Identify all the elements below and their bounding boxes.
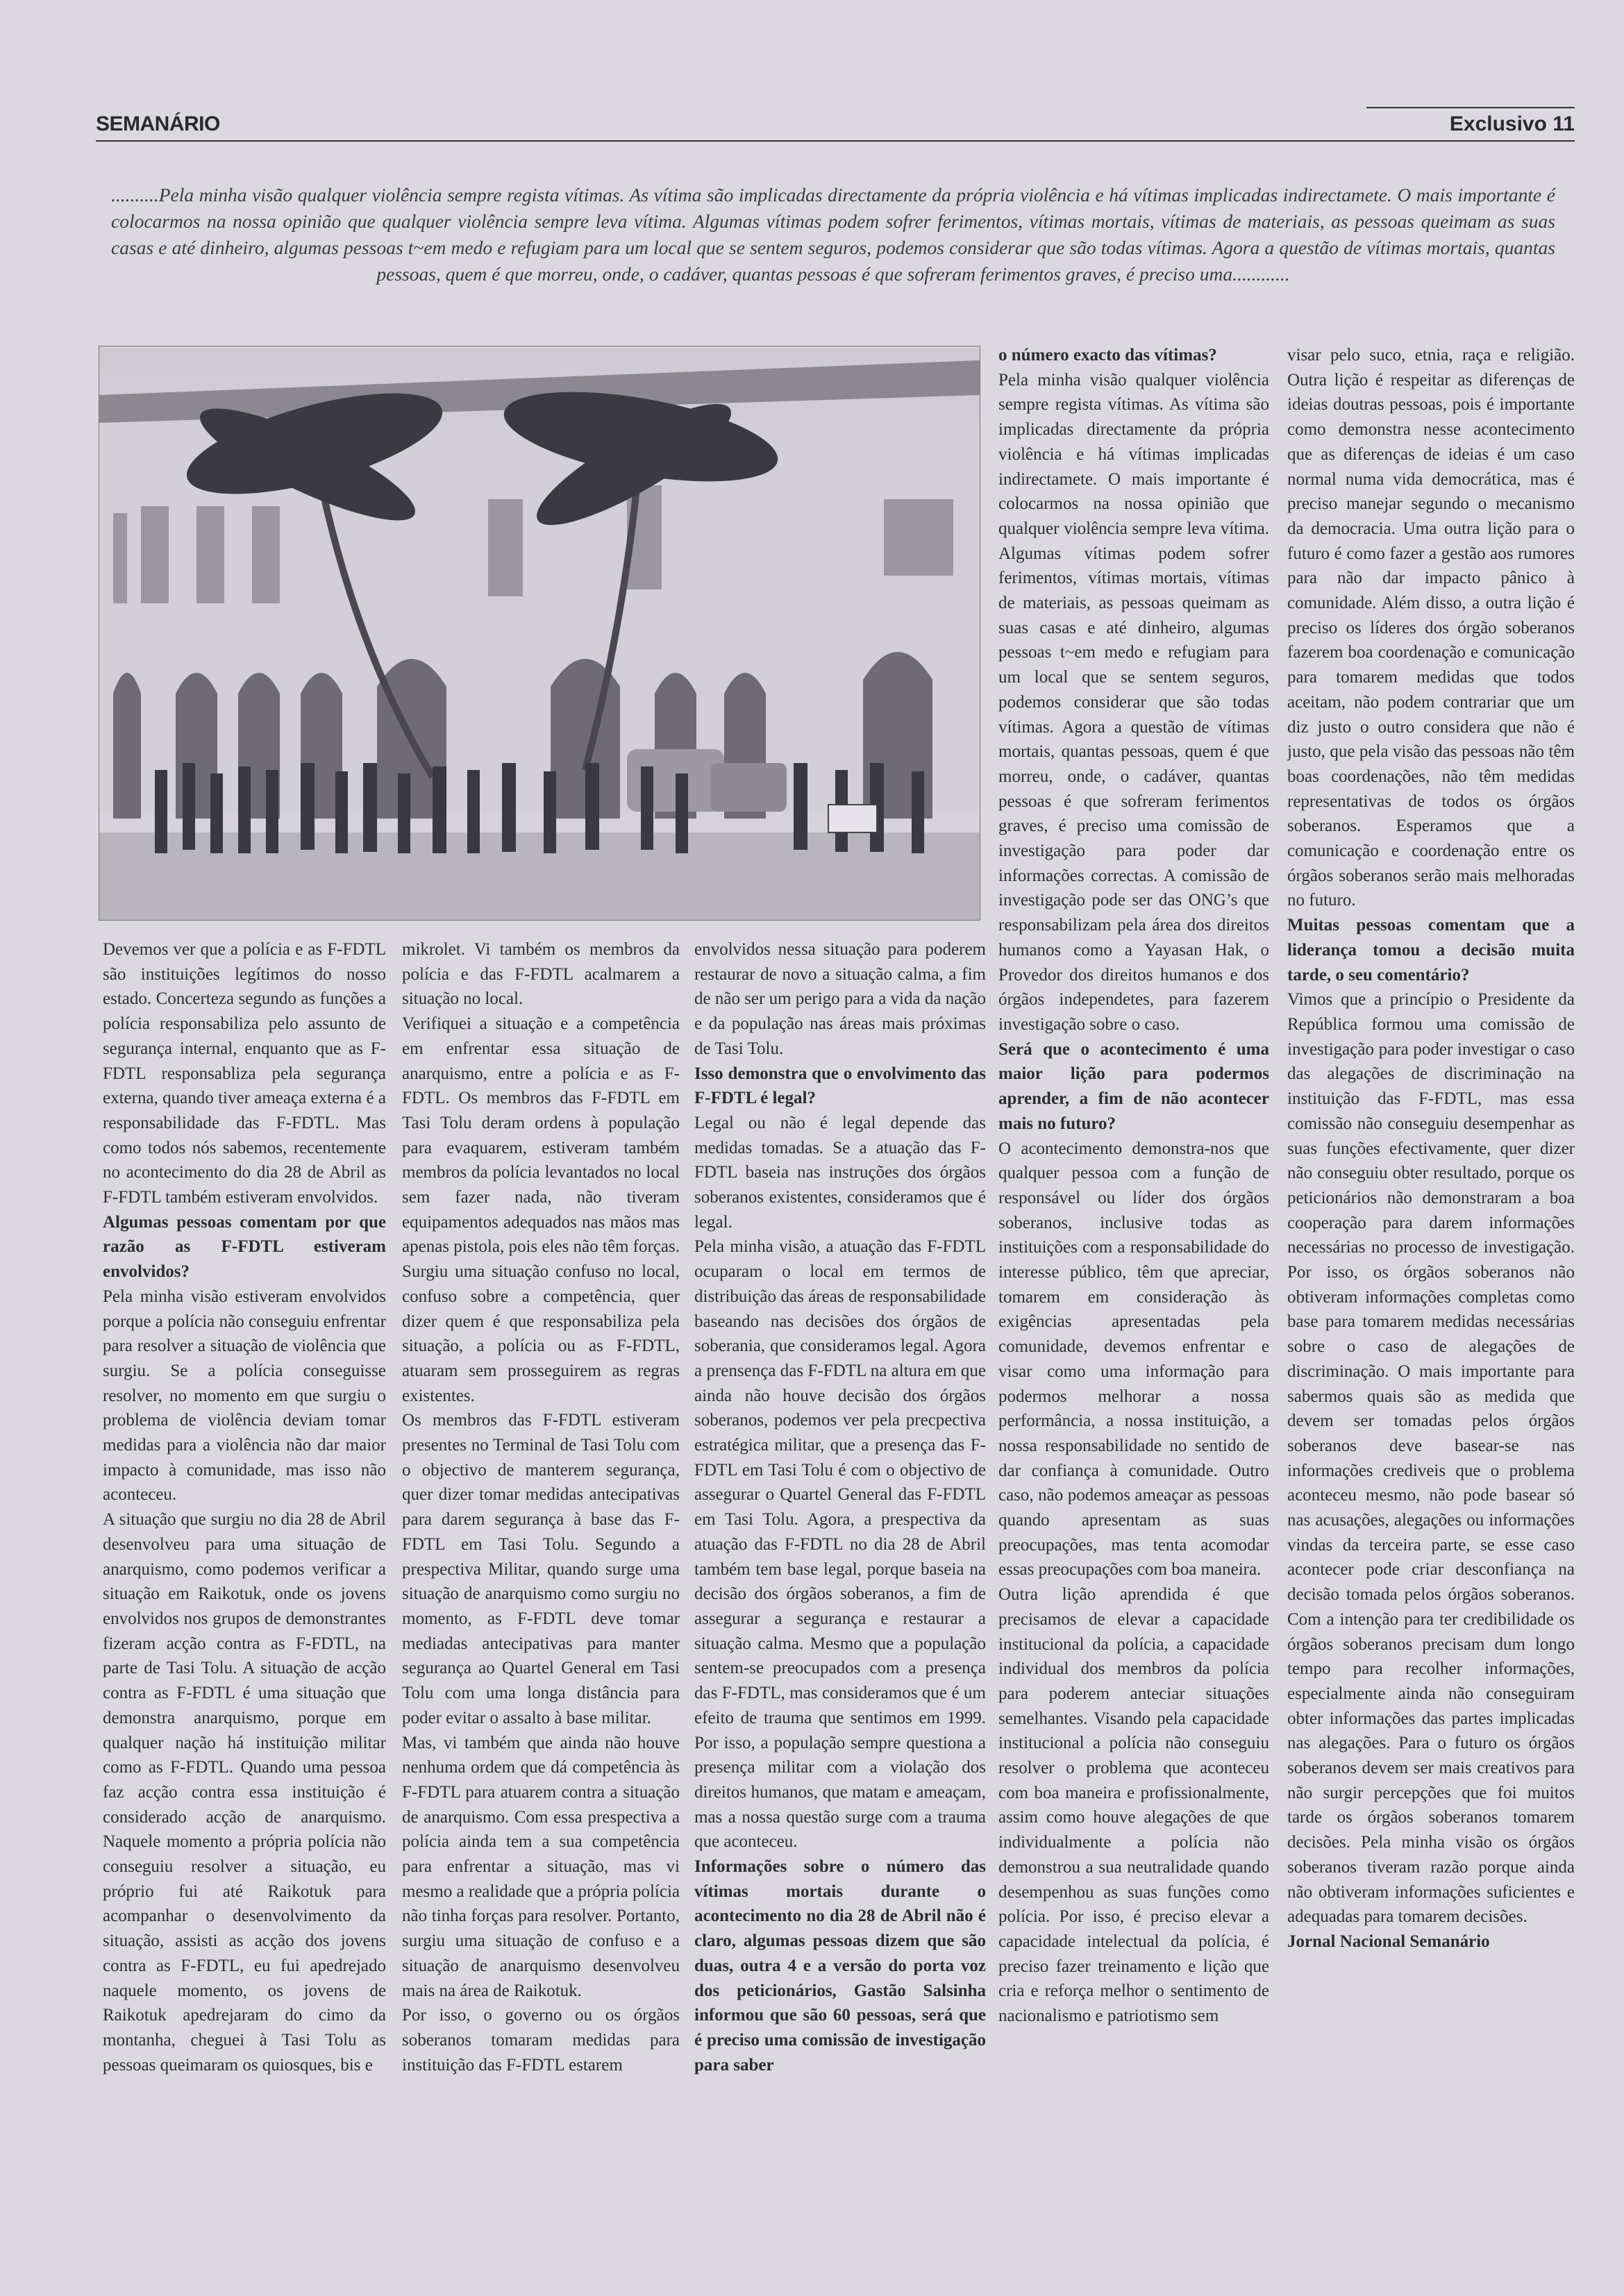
article-column-1 (103, 937, 386, 2222)
interview-question: Será que o acontecimento é uma maior lição para podermos aprender, a fim de não acontecer mais no futuro? (998, 1039, 1269, 1133)
photo-soldiers-in-front-of-building (99, 346, 980, 921)
interview-question: Isso demonstra que o envolvimento das F-FDTL é legal? (694, 1064, 986, 1108)
paragraph: Pela minha visão qualquer violência sempre regista vítimas. As vítima são implicadas directamente da própria violência e há vítimas implicadas indirectamete. O mais importante é colocarmos na nossa opinião que qualquer violência sempre leva vítima. Algumas vítimas podem sofrer ferimentos, vítimas mortais, vítimas de materiais, as pessoas queimam as suas casas e até dinheiro, algumas pessoas t~em medo e refugiam para um local que se sentem seguros, podemos considerar que são todas vítimas. Agora a questão de vítimas mortais, quantas pessoas, quem é que morreu, onde, o cadáver, quantas pessoas é que sofreram ferimentos graves, é preciso uma comissão de investigação para poder dar informações correctas. A comissão de investigação pode ser das ONG’s que responsabilizam pela área dos direitos humanos como a Yayasan Hak, o Provedor dos direitos humanos e dos órgãos independetes, para fazerem investigação sobre o caso. (998, 370, 1269, 1034)
byline-signature: Jornal Nacional Semanário (1287, 1932, 1490, 1951)
article-column-5 (1287, 343, 1575, 2222)
photo-illustration (99, 346, 980, 920)
paragraph: Devemos ver que a polícia e as F-FDTL são instituições legítimos do nosso estado. Concerteza segundo as funções a polícia responsabiliza pelo assunto de segurança internal, enquanto que as F-FDTL responsabliza pela segurança externa, quando tiver ameaça externa é a responsabilidade das F-FDTL. Mas como todos nós sabemos, recentemente no acontecimento do dia 28 de Abril as F-FDTL também estiveram envolvidos. (103, 940, 386, 1207)
paragraph: A situação que surgiu no dia 28 de Abril desenvolveu para uma situação de anarquismo, como podemos verificar a situação em Raikotuk, onde os jovens envolvidos nos grupos de demonstrantes fizeram acção contra as F-FDTL, na parte de Tasi Tolu. A situação de acção contra as F-FDTL é uma situação que demonstra anarquismo, porque em qualquer nação há instituição militar como as F-FDTL. Quando uma pessoa faz acção contra essa instituição é considerado acção de anarquismo. Naquele momento a própria polícia não conseguiu resolver a situação, eu próprio fui até Raikotuk para acompanhar o desenvolvimento da situação, assisti as acção dos jovens contra as F-FDTL, eu fui apedrejado naquele momento, os jovens de Raikotuk apedrejaram do cimo da montanha, cheguei à Tasi Tolu as pessoas queimaram os quiosques, bis e (103, 1510, 386, 2075)
paragraph: mikrolet. Vi também os membros da polícia e das F-FDTL acalmarem a situação no local. (402, 940, 680, 1009)
paragraph: Vimos que a princípio o Presidente da República formou uma comissão de investigação para poder investigar o caso das alegações de discriminação na instituição das F-FDTL, mas essa comissão não conseguiu desempenhar as suas funções efectivamente, quer dizer não conseguiu obter resultado, porque os peticionários não demonstraram a boa cooperação para darem informações necessárias no processo de investigação. Por isso, os órgãos soberanos não obtiveram informações completas como base para tomarem medidas necessárias sobre o caso de alegações de discriminação. O mais importante para sabermos quais são as medida que devem ser tomadas pelos órgãos soberanos deve basear-se nas informações crediveis que o problema aconteceu mesmo, não pode basear só nas acusações, alegações ou informações vindas da terceira parte, se esse caso acontecer pode criar desconfiança na decisão tomada pelos órgãos soberanos. Com a intenção para ter credibilidade os órgãos soberanos precisam dum longo tempo para recolher informações, especialmente ainda não conseguiram obter informações das partes implicadas nas alegações. Para o futuro os órgãos soberanos devem ser mais creativos para não surgir percepções que foi muitos tarde os órgãos soberanos tomarem decisões. Pela minha visão os órgãos soberanos tiveram razão porque ainda não obtiveram informações suficientes e adequadas para tomarem decisões. (1287, 990, 1575, 1927)
article-column-2 (402, 937, 680, 2222)
paragraph: Verifiquei a situação e a competência em enfrentar essa situação de anarquismo, entre a polícia e as F-FDTL. Os membros das F-FDTL em Tasi Tolu deram ordens à população para evaquarem, estiveram também membros da polícia levantados no local sem fazer nada, não tiveram equipamentos adequados nas mãos mas apenas pistola, pois eles não têm forças. Surgiu uma situação confuso no local, confuso sobre a competência, quer dizer quem é que responsabiliza pela situação, a polícia ou as F-FDTL, atuaram sem prosseguirem as regras existentes. (402, 1014, 680, 1405)
running-header (96, 104, 1575, 142)
paragraph: Por isso, o governo ou os órgãos soberanos tomaram medidas para instituição das F-FDTL estarem (402, 2006, 680, 2075)
interview-question: o número exacto das vítimas? (998, 346, 1217, 364)
section-page-number: Exclusivo 11 (1449, 112, 1575, 135)
paragraph: Outra lição aprendida é que precisamos de elevar a capacidade institucional da polícia, a capacidade individual dos membros da polícia para poderem anteciar situações semelhantes. Visando pela capacidade institucional a polícia não conseguiu resolver o problema que aconteceu com boa maneira e profissionalmente, assim como houve alegações de que individualmente a polícia não demonstrou a sua neutralidade quando desempenhou as suas funções como polícia. Por isso, é preciso elevar a capacidade intelectual da polícia, é preciso fazer treinamento e lição que cria e reforça melhor o sentimento de nacionalismo e patriotismo sem (998, 1585, 1269, 2026)
paragraph: Pela minha visão, a atuação das F-FDTL ocuparam o local em termos de distribuição das áreas de responsabilidade baseando nas decisões dos órgãos de soberania, que consideramos legal. Agora a prensença das F-FDTL na altura em que ainda não houve decisão dos órgãos soberanos, podemos ver pela precpectiva estratégica militar, que a presença das F-FDTL em Tasi Tolu é com o objectivo de assegurar o Quartel General das F-FDTL em Tasi Tolu. Agora, a prespectiva da atuação das F-FDTL no dia 28 de Abril também tem base legal, porque baseia na decisão dos órgãos soberanos, a fim de assegurar a segurança e restaurar a situação calma. Mesmo que a população sentem-se preocupados com a presença das F-FDTL, mas consideramos que é um efeito de trauma que sentimos em 1999. Por isso, a população sempre questiona a presença militar com a violação dos direitos humanos, que matam e ameaçam, mas a nossa questão surge com a trauma que aconteceu. (694, 1237, 986, 1852)
article-column-4 (998, 343, 1269, 2222)
paragraph: envolvidos nessa situação para poderem restaurar de novo a situação calma, a fim de não ser um perigo para a vida da nação e da população nas áreas mais próximas de Tasi Tolu. (694, 940, 986, 1058)
article-column-3 (694, 937, 986, 2222)
interview-question: Informações sobre o número das vítimas mortais durante o acontecimento no dia 28 de Abril não é claro, algumas pessoas dizem que são duas, outra 4 e a versão do porta voz dos peticionários, Gastão Salsinha informou que são 60 pessoas, será que é preciso uma comissão de investigação para saber (694, 1857, 986, 2075)
paragraph: Mas, vi também que ainda não houve nenhuma ordem que dá competência às F-FDTL para atuarem contra a situação de anarquismo. Com essa prespectiva a polícia ainda tem a sua competência para enfrentar a situação, mas vi mesmo a realidade que a própria polícia não tinha forças para resolver. Portanto, surgiu uma situação de confuso e a situação de anarquismo desenvolveu mais na área de Raikotuk. (402, 1733, 680, 2000)
paragraph: Os membros das F-FDTL estiveram presentes no Terminal de Tasi Tolu com o objectivo de manterem segurança, quer dizer tomar medidas antecipativas para darem segurança à base das F-FDTL em Tasi Tolu. Segundo a prespectiva Militar, quando surge uma situação de anarquismo como surgiu no momento, as F-FDTL deve tomar mediadas antecipativas para manter segurança ao Quartel General em Tasi Tolu com uma longa distância para poder evitar o assalto à base militar. (402, 1411, 680, 1727)
publication-name: SEMANÁRIO (96, 112, 220, 135)
paragraph: Pela minha visão estiveram envolvidos porque a polícia não conseguiu enfrentar para resolver a situação de violência que surgiu. Se a polícia conseguisse resolver, no momento em que surgiu o problema de violência deviam tomar medidas para a violência não dar maior impacto à comunidade, mas isso não aconteceu. (103, 1287, 386, 1505)
paragraph: O acontecimento demonstra-nos que qualquer pessoa com a função de responsável ou líder dos órgãos soberanos, inclusive todas as instituições com a responsabilidade do interesse público, têm que apreciar, tomarem em consideração às exigências apresentadas pela comunidade, devemos enfrentar e visar como uma informação para podermos melhorar a nossa performância, a nossa instituição, a nossa responsabilidade no sentido de dar confiança à comunidade. Outro caso, não podemos ameaçar as pessoas quando apresentam as suas preocupações, mas tenta acomodar essas preocupações com boa maneira. (998, 1139, 1269, 1579)
pull-quote-intro: ..........Pela minha visão qualquer violência sempre regista vítimas. As vítima são implicadas directamente da própria violência e há vítimas implicadas indirectamete. O mais importante é colocarmos na nossa opinião que qualquer violência sempre leva vítima. Algumas vítimas podem sofrer ferimentos, vítimas mortais, vítimas de materiais, as pessoas queimam as suas casas e até dinheiro, algumas pessoas t~em medo e refugiam para um local que se sentem seguros, podemos considerar que são todas vítimas. Agora a questão de vítimas mortais, quantas pessoas, quem é que morreu, onde, o cadáver, quantas pessoas é que sofreram ferimentos graves, é preciso uma............ (111, 184, 1555, 285)
paragraph: visar pelo suco, etnia, raça e religião. Outra lição é respeitar as diferenças de ideias doutras pessoas, pois é importante como demonstra nesse acontecimento que as diferenças de ideias é um caso normal numa vida democrática, mas é preciso manejar segundo o mecanismo da democracia. Uma outra lição para o futuro é como fazer a gestão aos rumores para não dar impacto pânico à comunidade. Além disso, a outra lição é preciso os líderes dos órgão soberanos fazerem boa coordenação e comunicação para tomarem medidas que todos aceitam, não podem contrariar que um diz justo o outro considera que não é justo, que pela visão das pessoas não têm boas coordenações, não têm medidas representativas de todos os órgãos soberanos. Esperamos que a comunicação e coordenação entre os órgãos soberanos serão mais melhoradas no futuro. (1287, 346, 1575, 910)
photo-sign (828, 805, 877, 832)
header-rule (1366, 107, 1575, 108)
paragraph: Legal ou não é legal depende das medidas tomadas. Se a atuação das F-FDTL baseia nas instruções dos órgãos soberanos existentes, consideramos que é legal. (694, 1113, 986, 1232)
interview-question: Muitas pessoas comentam que a liderança tomou a decisão muita tarde, o seu comentário? (1287, 916, 1575, 984)
interview-question: Algumas pessoas comentam por que razão as F-FDTL estiveram envolvidos? (103, 1212, 386, 1282)
